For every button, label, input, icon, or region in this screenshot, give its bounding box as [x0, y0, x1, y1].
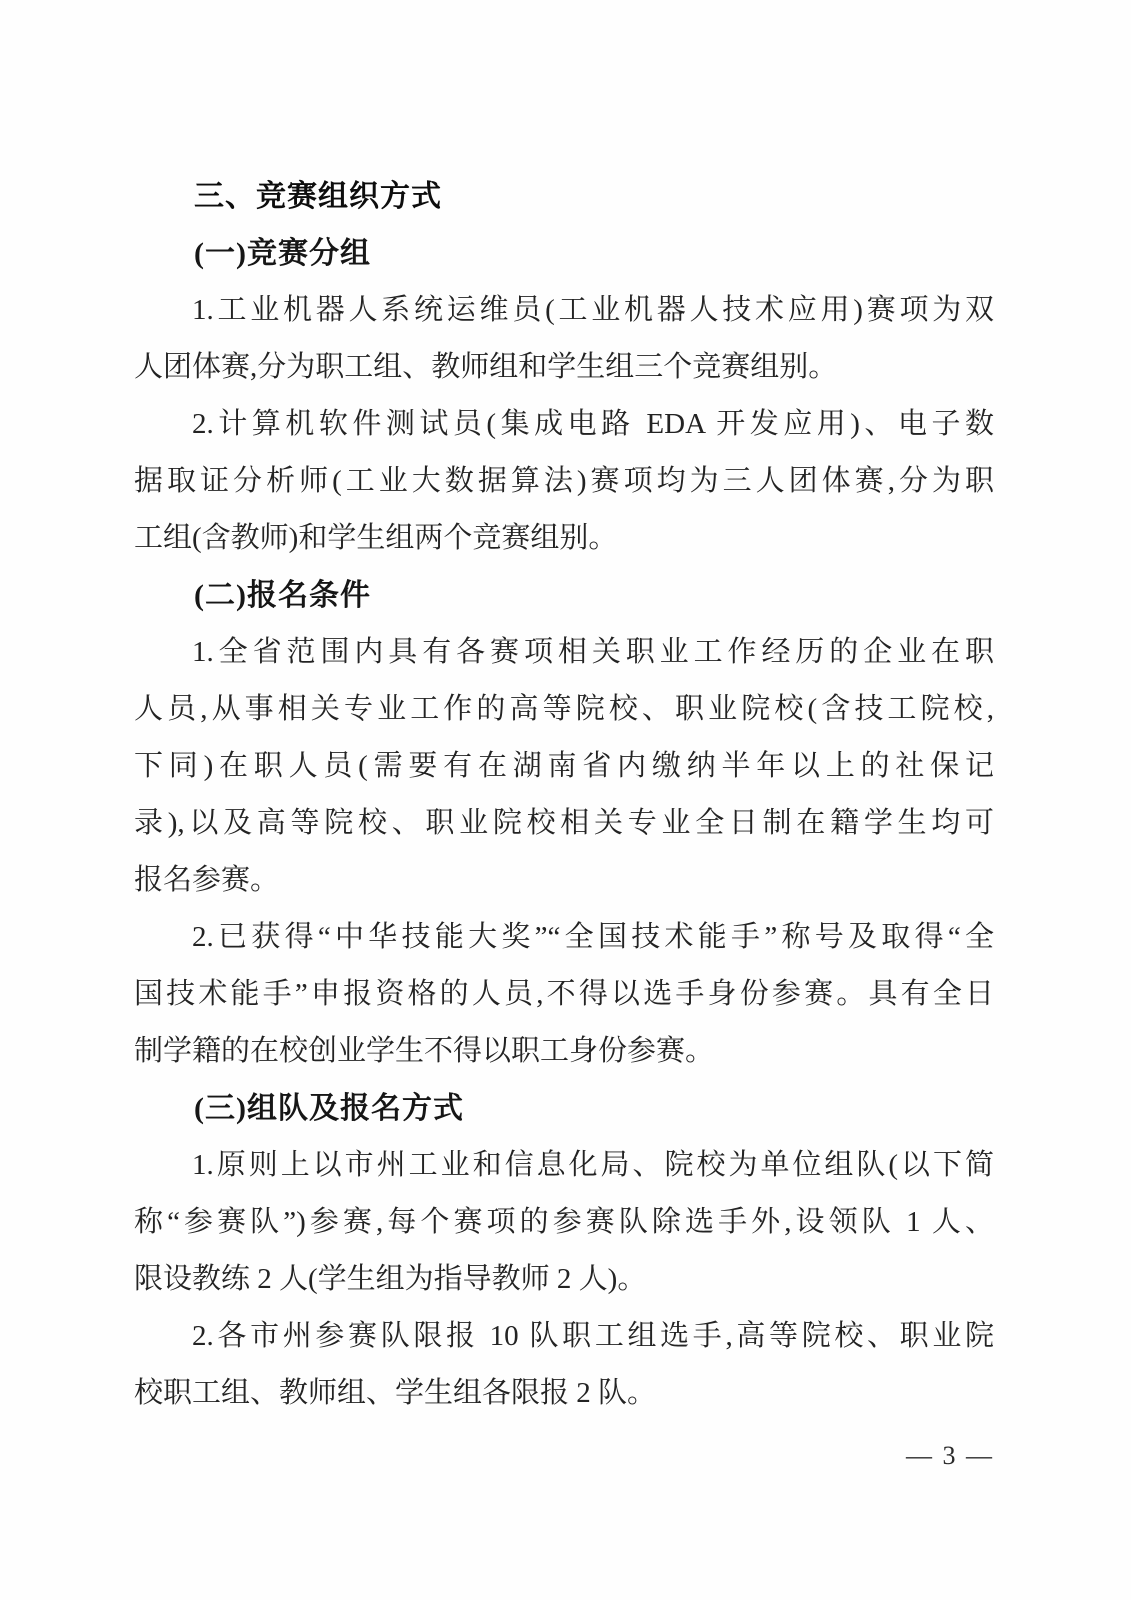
text-line: 国技术能手”申报资格的人员,不得以选手身份参赛。具有全日 — [134, 978, 994, 1010]
text-line: 校职工组、教师组、学生组各限报 2 队。 — [134, 1377, 657, 1409]
text-line: 1.工业机器人系统运维员(工业机器人技术应用)赛项为双 — [192, 294, 994, 326]
text-line: 据取证分析师(工业大数据算法)赛项均为三人团体赛,分为职 — [134, 465, 994, 497]
text-line: 2.已获得“中华技能大奖”“全国技术能手”称号及取得“全 — [192, 921, 994, 953]
paragraph — [134, 1308, 994, 1422]
paragraph — [134, 909, 994, 1080]
text-line: 2.各市州参赛队限报 10 队职工组选手,高等院校、职业院 — [192, 1320, 994, 1352]
paragraph — [134, 624, 994, 909]
text-line: 录),以及高等院校、职业院校相关专业全日制在籍学生均可 — [134, 807, 994, 839]
text-line: 1.全省范围内具有各赛项相关职业工作经历的企业在职 — [192, 636, 994, 668]
doc-heading: 三、竞赛组织方式 — [194, 179, 442, 214]
text-line: 人员,从事相关专业工作的高等院校、职业院校(含技工院校, — [134, 693, 994, 725]
text-line: 限设教练 2 人(学生组为指导教师 2 人)。 — [134, 1263, 647, 1295]
paragraph — [134, 282, 994, 396]
subsection-title-1: (一)竞赛分组 — [194, 237, 371, 270]
text-line: 人团体赛,分为职工组、教师组和学生组三个竞赛组别。 — [134, 351, 838, 383]
text-line: 2.计算机软件测试员(集成电路 EDA 开发应用)、电子数 — [192, 408, 994, 440]
text-line: 制学籍的在校创业学生不得以职工身份参赛。 — [134, 1035, 715, 1067]
paragraph — [134, 1137, 994, 1308]
text-line: 称“参赛队”)参赛,每个赛项的参赛队除选手外,设领队 1 人、 — [134, 1206, 994, 1238]
subsection-title-2: (二)报名条件 — [194, 579, 371, 612]
text-line: 工组(含教师)和学生组两个竞赛组别。 — [134, 522, 618, 554]
page-number: — 3 — — [906, 1441, 994, 1470]
paragraph — [134, 396, 994, 567]
text-line: 报名参赛。 — [134, 864, 280, 896]
text-line: 下同)在职人员(需要有在湖南省内缴纳半年以上的社保记 — [134, 750, 994, 782]
text-line: 1.原则上以市州工业和信息化局、院校为单位组队(以下简 — [192, 1149, 994, 1181]
subsection-title-3: (三)组队及报名方式 — [194, 1092, 464, 1125]
